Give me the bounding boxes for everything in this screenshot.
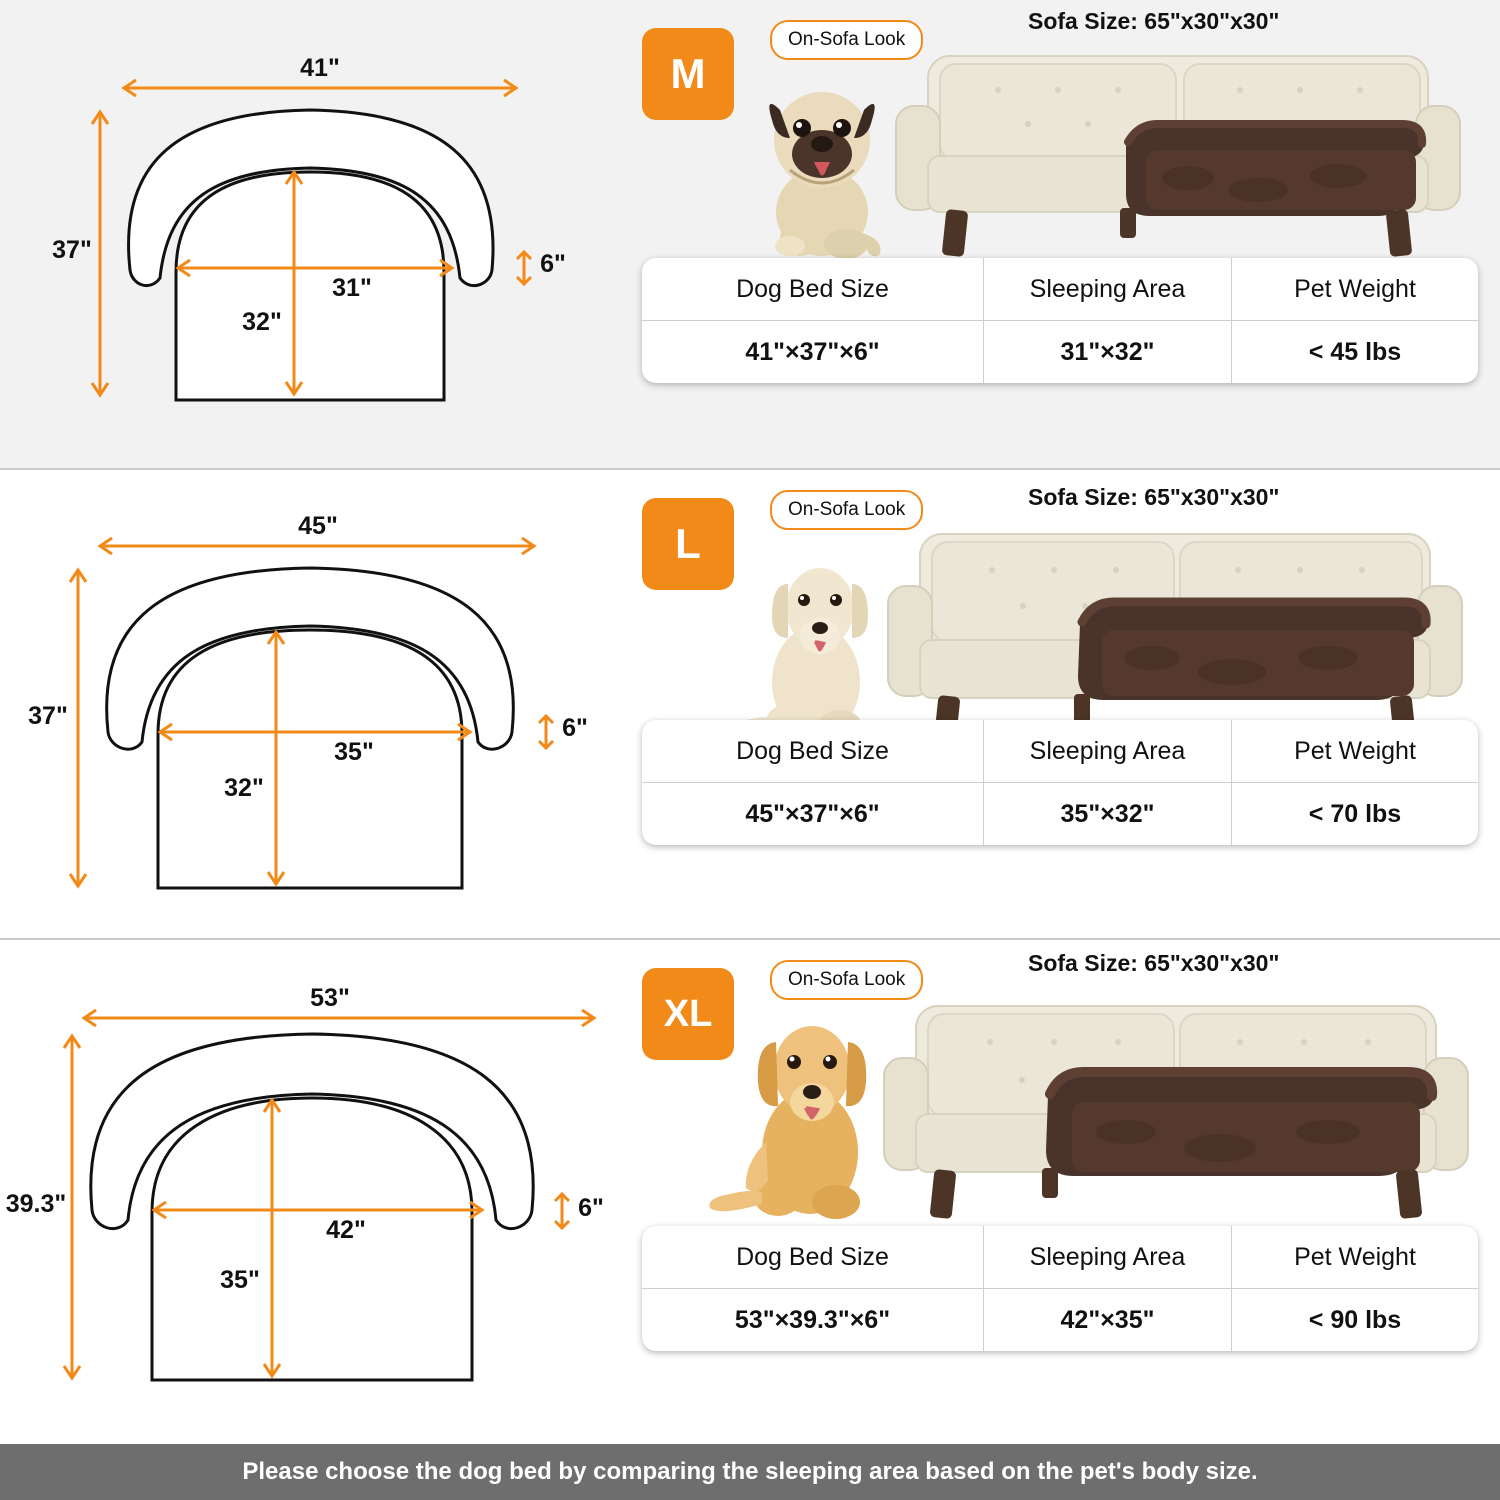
svg-text:37": 37" — [52, 236, 92, 264]
table-row — [642, 321, 1478, 383]
svg-text:39.3": 39.3" — [5, 1190, 67, 1218]
value-dog-bed-size: 53"×39.3"×6" — [642, 1289, 984, 1351]
header-pet-weight: Pet Weight — [1294, 1242, 1416, 1271]
value-sleeping-area: 35"×32" — [984, 783, 1232, 845]
svg-text:6": 6" — [540, 250, 566, 278]
header-pet-weight: Pet Weight — [1294, 736, 1416, 765]
size-badge-xl: XL — [642, 968, 734, 1060]
svg-text:6": 6" — [562, 714, 588, 742]
bed-dimension-diagram-xl — [0, 940, 620, 1410]
svg-text:42": 42" — [326, 1216, 366, 1244]
svg-text:53": 53" — [310, 984, 350, 1012]
bed-outline-svg-l — [0, 470, 620, 940]
bed-dimension-diagram-l — [0, 470, 620, 938]
svg-text:35": 35" — [220, 1266, 260, 1294]
svg-text:32": 32" — [224, 774, 264, 802]
header-sleeping-area: Sleeping Area — [984, 1226, 1232, 1288]
header-pet-weight: Pet Weight — [1294, 274, 1416, 303]
value-pet-weight: < 90 lbs — [1308, 1305, 1402, 1334]
value-sleeping-area: 42"×35" — [984, 1289, 1232, 1351]
sofa-with-dog-bed-cover-icon-m — [888, 38, 1478, 273]
header-sleeping-area: Sleeping Area — [984, 258, 1232, 320]
size-info-l — [620, 470, 1500, 938]
sofa-size-text-m: Sofa Size: 65"x30"x30" — [1028, 8, 1280, 34]
size-info-m — [620, 0, 1500, 468]
on-sofa-look-label-l: On-Sofa Look — [770, 490, 923, 530]
bed-dimension-diagram-m — [0, 0, 620, 468]
spec-table-xl — [642, 1226, 1478, 1351]
header-dog-bed-size: Dog Bed Size — [642, 720, 984, 782]
svg-text:45": 45" — [298, 512, 338, 540]
table-row — [642, 1289, 1478, 1351]
svg-text:41": 41" — [300, 54, 340, 82]
svg-text:31": 31" — [332, 274, 372, 302]
sofa-with-dog-bed-cover-icon-xl — [876, 988, 1486, 1233]
table-header-row — [642, 1226, 1478, 1289]
svg-text:6": 6" — [578, 1194, 604, 1222]
table-header-row — [642, 258, 1478, 321]
size-row-m — [0, 0, 1500, 470]
svg-text:32": 32" — [242, 308, 282, 336]
bed-outline-svg-xl — [0, 940, 620, 1410]
value-pet-weight: < 70 lbs — [1308, 799, 1402, 828]
size-row-xl — [0, 940, 1500, 1410]
on-sofa-look-label-m: On-Sofa Look — [770, 20, 923, 60]
table-header-row — [642, 720, 1478, 783]
bed-outline-svg-m — [0, 0, 620, 470]
header-dog-bed-size: Dog Bed Size — [642, 258, 984, 320]
pug-dog-icon — [730, 62, 910, 267]
value-sleeping-area: 31"×32" — [984, 321, 1232, 383]
size-info-xl — [620, 940, 1500, 1410]
value-dog-bed-size: 45"×37"×6" — [642, 783, 984, 845]
on-sofa-look-label-xl: On-Sofa Look — [770, 960, 923, 1000]
sofa-size-text-xl: Sofa Size: 65"x30"x30" — [1028, 950, 1280, 976]
svg-text:35": 35" — [334, 738, 374, 766]
size-badge-l: L — [642, 498, 734, 590]
sofa-size-text-l: Sofa Size: 65"x30"x30" — [1028, 484, 1280, 510]
svg-text:37": 37" — [28, 702, 68, 730]
table-row — [642, 783, 1478, 845]
size-row-l — [0, 470, 1500, 940]
size-badge-m: M — [642, 28, 734, 120]
spec-table-m — [642, 258, 1478, 383]
footer-note: Please choose the dog bed by comparing the sleeping area based on the pet's body size. — [0, 1444, 1500, 1500]
header-sleeping-area: Sleeping Area — [984, 720, 1232, 782]
value-pet-weight: < 45 lbs — [1308, 337, 1402, 366]
value-dog-bed-size: 41"×37"×6" — [642, 321, 984, 383]
header-dog-bed-size: Dog Bed Size — [642, 1226, 984, 1288]
spec-table-l — [642, 720, 1478, 845]
